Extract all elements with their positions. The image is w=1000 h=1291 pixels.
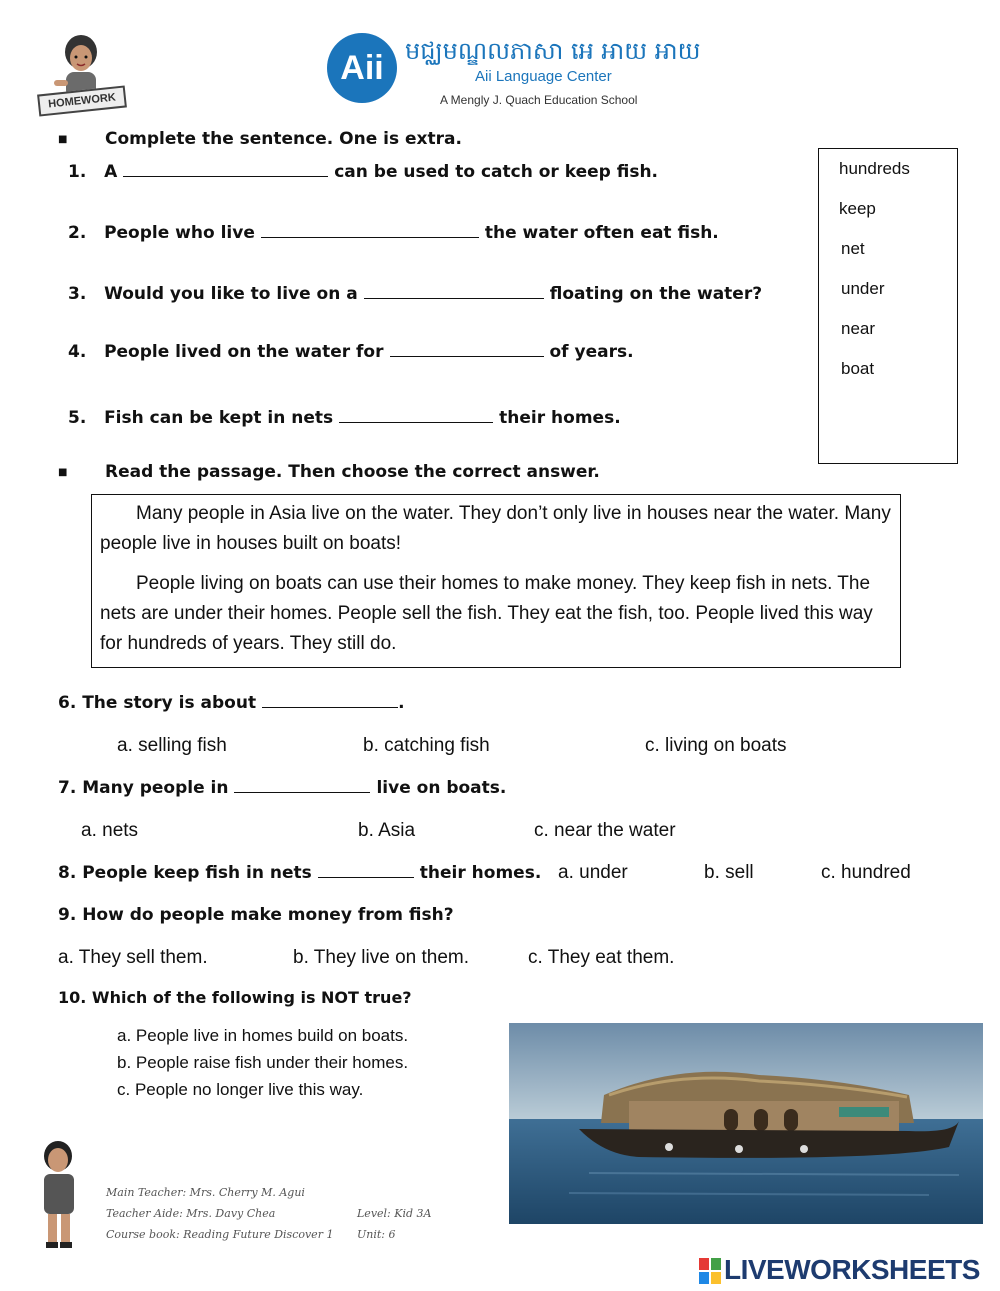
question-7 — [58, 778, 506, 798]
teacher-aide: Teacher Aide: Mrs. Davy Chea — [106, 1207, 276, 1220]
question-text: Would you like to live on a — [104, 284, 358, 304]
word-bank-item: near — [841, 319, 876, 338]
passage-paragraph: People living on boats can use their homes to make money. They keep fish in nets. The nets are under their homes. People sell the fish. They eat the fish, too. People lived this way for hundreds of years. They still do. — [100, 573, 873, 654]
option[interactable]: a. under — [558, 862, 628, 883]
question-number: 3. — [68, 284, 87, 304]
reading-passage — [91, 494, 901, 668]
answer-blank[interactable] — [318, 863, 414, 878]
school-name: A Mengly J. Quach Education School — [440, 93, 638, 107]
question-text: of years. — [549, 342, 634, 362]
word-bank — [818, 148, 958, 464]
option[interactable]: b. People raise fish under their homes. — [117, 1053, 409, 1072]
option[interactable]: b. catching fish — [363, 735, 490, 756]
passage-paragraph: Many people in Asia live on the water. They don’t only live in houses near the water. Many people live in houses built on boats! — [100, 503, 891, 554]
option[interactable]: b. sell — [704, 862, 754, 883]
bullet: ■ — [58, 134, 68, 145]
word-bank-item: under — [841, 279, 885, 298]
answer-blank[interactable] — [390, 342, 544, 357]
question-text: A — [104, 162, 118, 182]
option[interactable]: a. nets — [81, 820, 139, 841]
question-number: 2. — [68, 223, 87, 243]
option[interactable]: a. selling fish — [117, 735, 227, 756]
question-text: live on boats. — [376, 778, 507, 798]
unit: Unit: 6 — [357, 1228, 396, 1241]
bullet: ■ — [58, 467, 68, 478]
question-2 — [68, 223, 719, 243]
homework-badge: HOMEWORK — [37, 85, 127, 116]
teacher-mascot — [30, 1138, 90, 1253]
question-text: the water often eat fish. — [484, 223, 719, 243]
answer-blank[interactable] — [364, 284, 544, 299]
course-book: Course book: Reading Future Discover 1 — [106, 1228, 334, 1241]
liveworksheets-brand: LIVEWORKSHEETS — [724, 1254, 980, 1285]
option[interactable]: a. They sell them. — [58, 947, 208, 968]
question-number: 1. — [68, 162, 87, 182]
option[interactable]: c. living on boats — [645, 735, 787, 756]
word-bank-item: keep — [839, 199, 876, 218]
question-3 — [68, 284, 762, 304]
question-text: People lived on the water for — [104, 342, 384, 362]
option[interactable]: c. hundred — [821, 862, 911, 883]
answer-blank[interactable] — [123, 162, 328, 177]
khmer-title: មជ្ឈមណ្ឌលភាសា អេ អាយ អាយ — [405, 37, 701, 65]
question-9: 9. How do people make money from fish? — [58, 905, 454, 925]
answer-blank[interactable] — [234, 778, 370, 793]
question-text: floating on the water? — [549, 284, 763, 304]
option[interactable]: b. They live on them. — [293, 947, 470, 968]
question-text: 7. Many people in — [58, 778, 229, 798]
option[interactable]: c. near the water — [534, 820, 676, 841]
question-number: 5. — [68, 408, 87, 428]
word-bank-item: net — [841, 239, 865, 258]
level: Level: Kid 3A — [357, 1207, 432, 1220]
aii-logo: Aii — [327, 33, 397, 103]
answer-blank[interactable] — [261, 223, 479, 238]
question-1 — [68, 162, 658, 182]
question-text: their homes. — [419, 863, 542, 883]
question-text: Fish can be kept in nets — [104, 408, 334, 428]
word-bank-item: boat — [841, 359, 875, 378]
option[interactable]: c. They eat them. — [528, 947, 675, 968]
question-5 — [68, 408, 621, 428]
question-text: their homes. — [499, 408, 621, 428]
option[interactable]: a. People live in homes build on boats. — [117, 1026, 409, 1045]
question-text: People who live — [104, 223, 255, 243]
option[interactable]: c. People no longer live this way. — [117, 1080, 364, 1099]
question-text: can be used to catch or keep fish. — [334, 162, 659, 182]
word-bank-item: hundreds — [839, 159, 910, 178]
question-6 — [58, 693, 405, 713]
liveworksheets-icon — [699, 1258, 721, 1284]
answer-blank[interactable] — [339, 408, 493, 423]
section1-instruction: Complete the sentence. One is extra. — [105, 129, 462, 149]
question-8 — [58, 863, 541, 883]
center-name: Aii Language Center — [475, 68, 612, 85]
question-4 — [68, 342, 634, 362]
section2-instruction: Read the passage. Then choose the correct answer. — [105, 462, 600, 482]
option[interactable]: b. Asia — [358, 820, 416, 841]
question-text: 8. People keep fish in nets — [58, 863, 312, 883]
question-10: 10. Which of the following is NOT true? — [58, 988, 412, 1007]
houseboat-photo — [509, 1023, 983, 1224]
question-number: 4. — [68, 342, 87, 362]
question-text: . — [398, 693, 405, 713]
answer-blank[interactable] — [262, 693, 398, 708]
main-teacher: Main Teacher: Mrs. Cherry M. Agui — [106, 1186, 305, 1199]
question-text: 6. The story is about — [58, 693, 257, 713]
